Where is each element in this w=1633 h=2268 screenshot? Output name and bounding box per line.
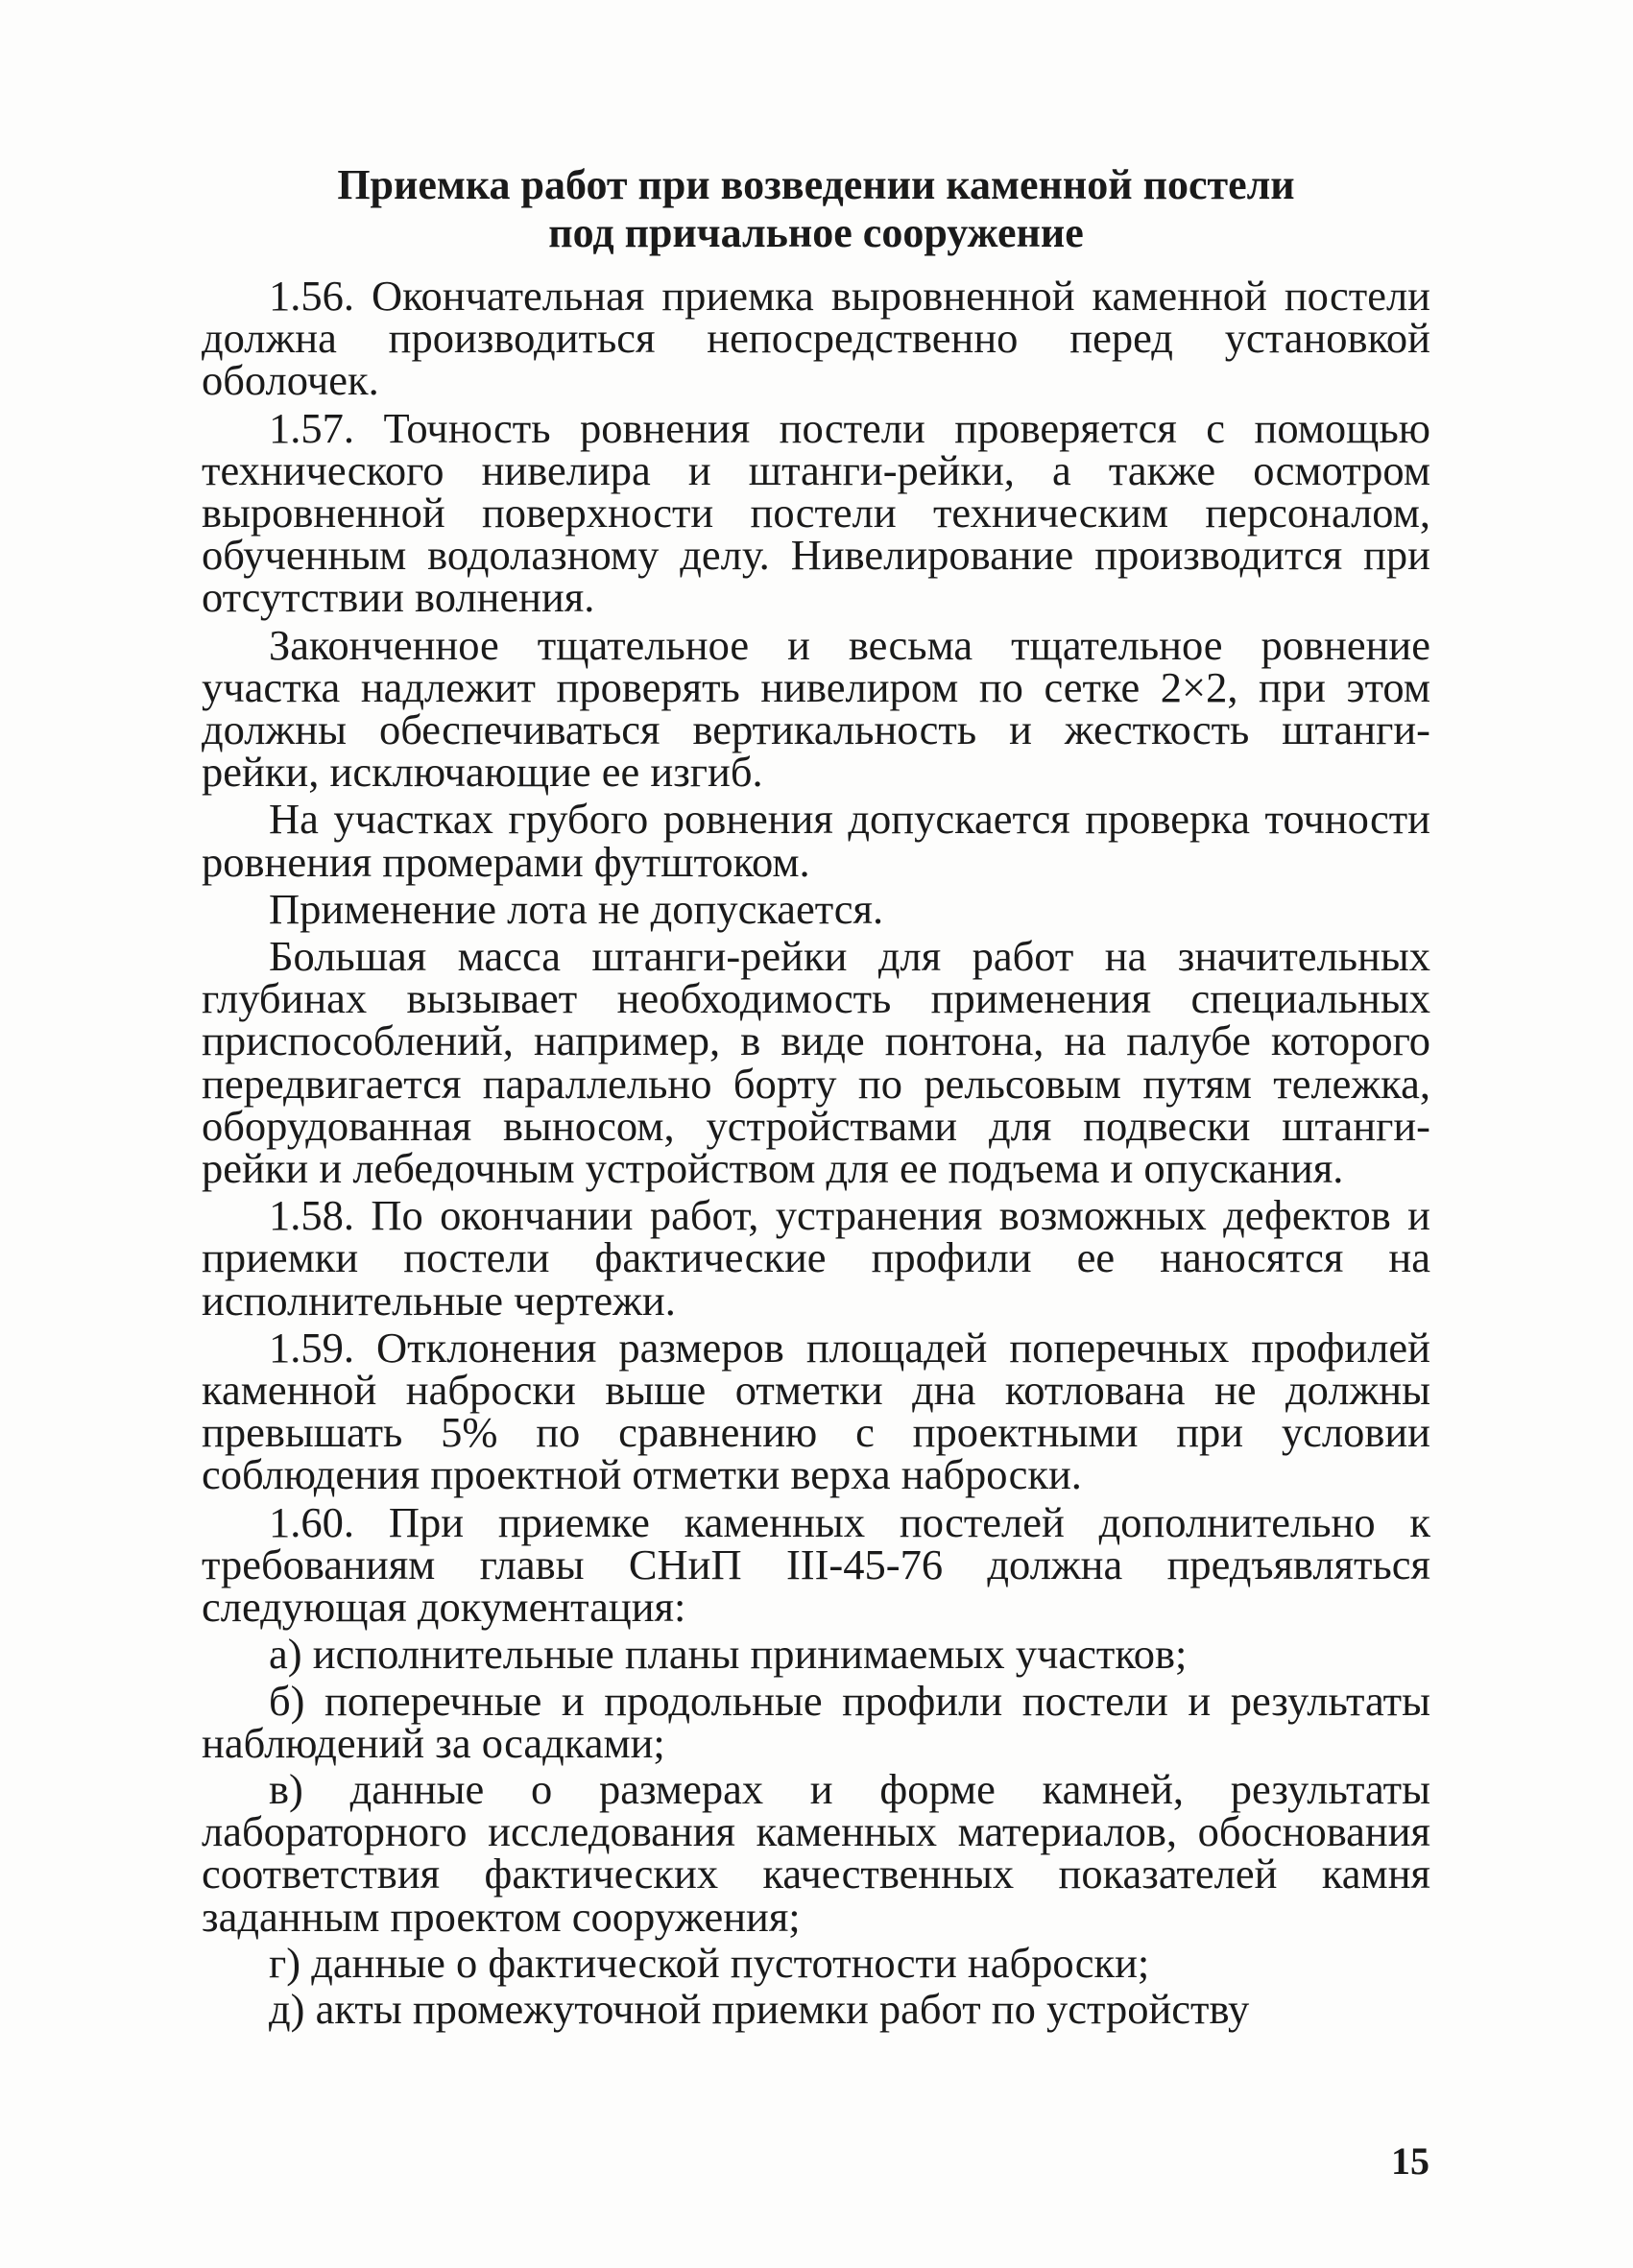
paragraph-1-59: 1.59. Отклонения размеров площадей поперечных профилей каменной наброски выше отметки дна котлована не должны превышать 5% по сравнению с проектными при условии соблюдения проектной отметки верха наброски. — [202, 1323, 1430, 1499]
list-item-d: д) акты промежуточной приемки работ по устройству — [269, 1984, 1250, 2033]
paragraph-1-56: 1.56. Окончательная приемка выровненной каменной постели должна производиться непосредственно перед установкой оболочек. — [202, 272, 1430, 405]
paragraph-1-60: 1.60. При приемке каменных постелей дополнительно к требованиям главы СНиП III-45-76 должна предъявляться следующая документация: — [202, 1497, 1430, 1632]
paragraph-rough-leveling: На участках грубого ровнения допускается проверка точности ровнения промерами футштоком. — [202, 795, 1430, 886]
paragraph-1-58: 1.58. По окончании работ, устранения возможных дефектов и приемки постели фактические профили ее наносятся на исполнительные чертежи. — [202, 1191, 1430, 1325]
paragraph-lead-line: Применение лота не допускается. — [269, 884, 884, 933]
page-number: 15 — [1391, 2139, 1429, 2183]
paragraph-pontoon: Большая масса штанги-рейки для работ на значительных глубинах вызывает необходимость применения специальных приспособлений, например, в виде понтона, на палубе которого передвигается параллельно борту по рельсовым путям тележка, оборудованная выносом, устройствами для подвески штанги-рейки и лебедочным устройством для ее подъема и опускания. — [202, 932, 1430, 1193]
paragraph-leveling-grid: Законченное тщательное и весьма тщательное ровнение участка надлежит проверять нивелиром по сетке 2×2, при этом должны обеспечиваться вертикальность и жесткость штанги-рейки, исключающие ее изгиб. — [202, 620, 1430, 797]
section-title-line-1: Приемка работ при возведении каменной постели — [337, 161, 1295, 208]
section-title-line-2: под причальное сооружение — [548, 209, 1084, 256]
list-item-b: б) поперечные и продольные профили постели и результаты наблюдений за осадками; — [202, 1676, 1430, 1767]
document-body — [202, 272, 1430, 2034]
list-item-g: г) данные о фактической пустотности наброски; — [269, 1938, 1150, 1987]
section-title — [202, 161, 1430, 257]
list-item-a: а) исполнительные планы принимаемых участков; — [269, 1630, 1188, 1679]
list-item-v: в) данные о размерах и форме камней, результаты лабораторного исследования каменных материалов, обоснования соответствия фактических качественных показателей камня заданным проектом сооружения; — [202, 1764, 1430, 1941]
paragraph-1-57: 1.57. Точность ровнения постели проверяется с помощью технического нивелира и штанги-рейки, а также осмотром выровненной поверхности постели техническим персоналом, обученным водолазному делу. Нивелирование производится при отсутствии волнения. — [202, 403, 1430, 622]
